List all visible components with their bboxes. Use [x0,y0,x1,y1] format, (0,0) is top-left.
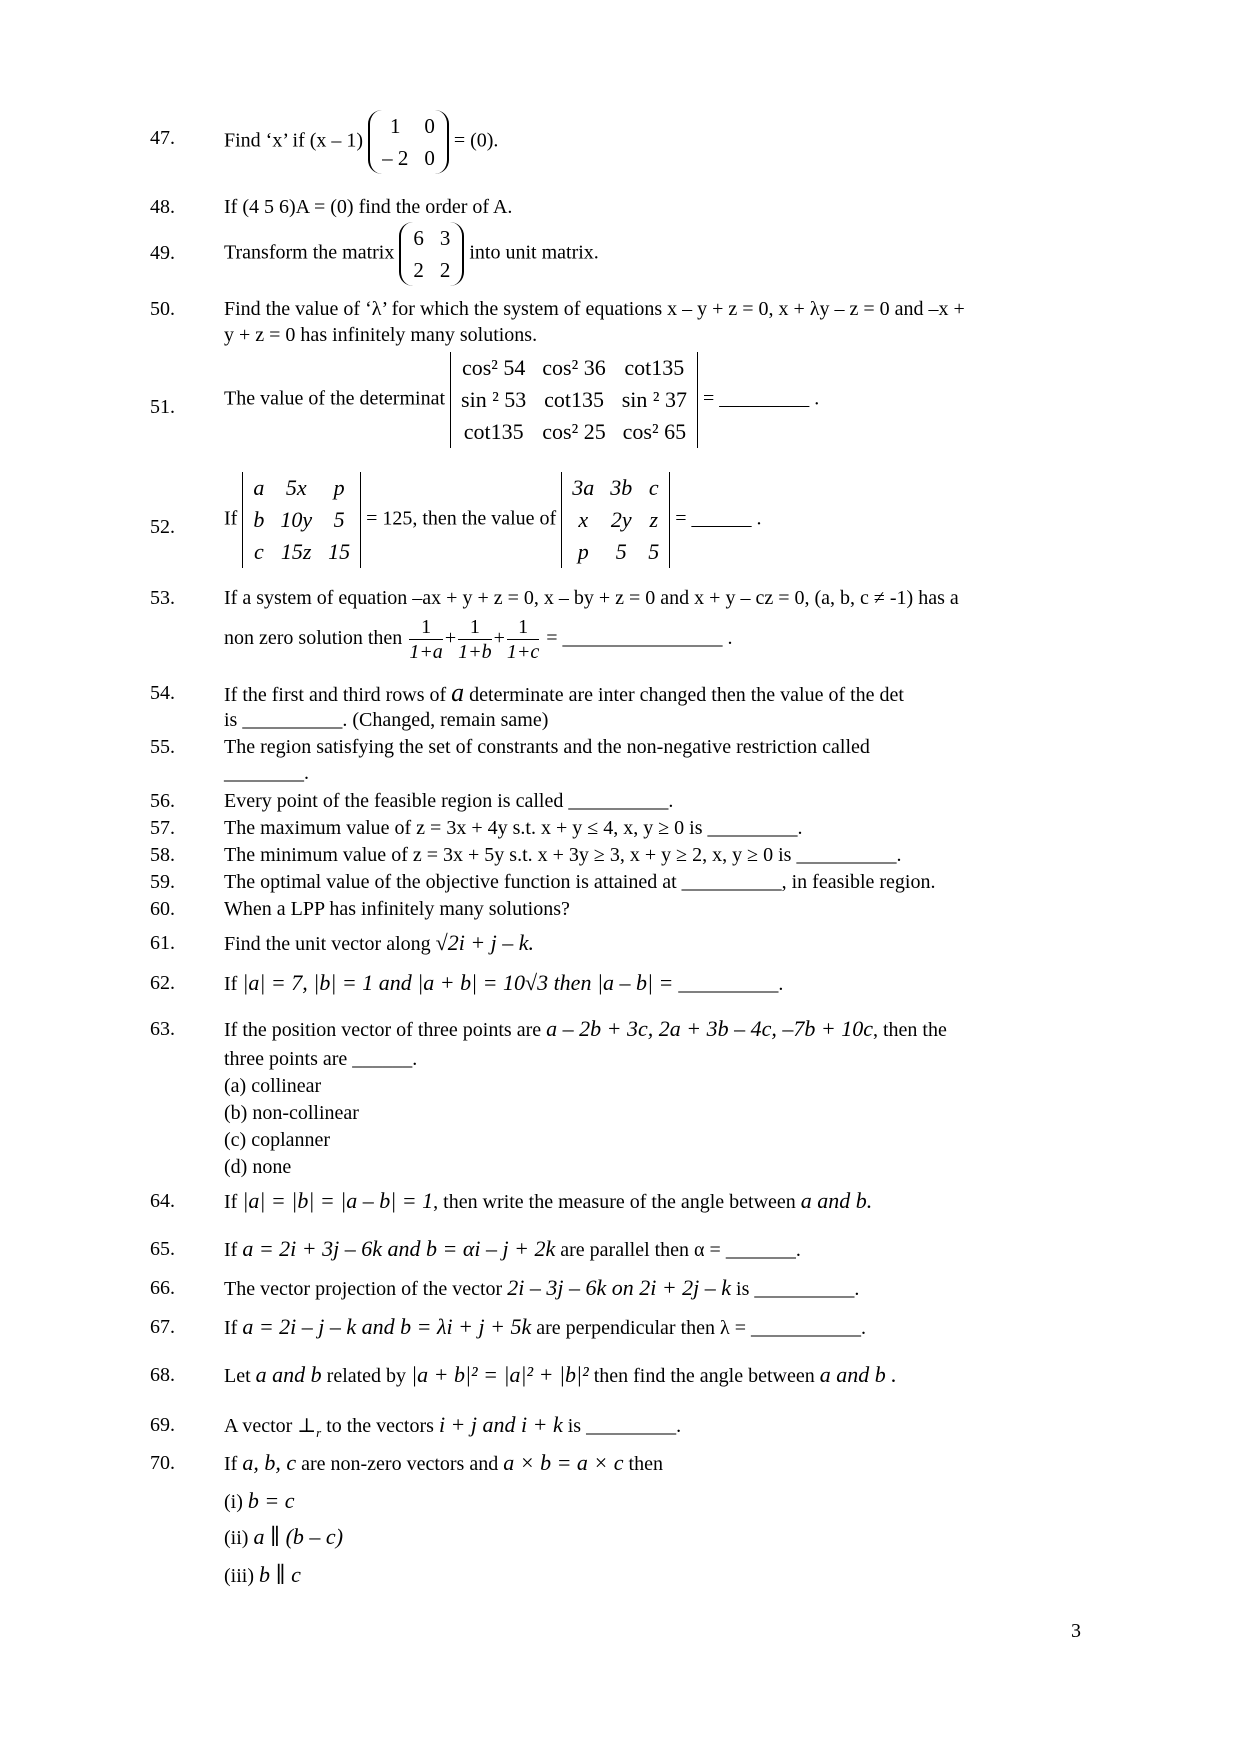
option-label: (i) [224,1491,243,1513]
vector-expression: |a| = |b| = |a – b| = 1 [242,1188,434,1213]
question-number: 47. [150,127,175,149]
det-cell: z [649,507,658,532]
question-number: 62. [150,972,175,994]
question-text: A vector [224,1415,293,1437]
question-text: The optimal value of the objective function is attained at __________, in feasible region. [224,871,936,893]
question-number: 59. [150,871,175,893]
fraction [409,615,443,664]
question-text-mid: = 125, then the value of [366,507,557,530]
question-text: Find ‘x’ if (x – 1) [224,129,364,152]
question-67 [0,1314,1241,1354]
det-cell: 2y [610,507,632,532]
denominator: 1+a [409,641,443,663]
question-number: 63. [150,1018,175,1040]
question-text: If the first and third rows of [224,684,447,706]
question-number: 51. [150,396,175,418]
question-number: 60. [150,898,175,920]
det-cell: a [253,475,265,500]
question-text: If [224,973,238,995]
question-text: The vector projection of the vector [224,1278,503,1300]
question-text: Let [224,1365,251,1387]
matrix-cell: 3 [439,226,451,250]
question-text-end: = (0). [453,129,499,152]
perpendicular-symbol: ⊥ [297,1415,317,1437]
question-text: If [224,1239,238,1261]
question-number: 65. [150,1238,175,1260]
det-cell: cos² 25 [542,419,606,444]
det-cell: 10y [280,507,313,532]
question-number: 64. [150,1190,175,1212]
question-text-line2: three points are ______. [224,1048,418,1070]
perp-subscript: r [316,1425,322,1440]
question-number: 54. [150,682,175,704]
det-cell: sin ² 37 [621,387,687,412]
question-number: 58. [150,844,175,866]
question-65 [0,1236,1241,1276]
question-text-end: = _________ . [703,387,820,410]
matrix-cell: 0 [424,146,435,170]
option-math: b = c [247,1488,295,1513]
question-text: If [224,1453,238,1475]
vector-tail: a and b. [800,1188,873,1213]
question-text-end: = ______ . [675,507,762,530]
question-64 [0,1188,1241,1228]
determinant-2 [561,472,670,568]
det-cell: cot135 [463,419,524,444]
fraction [507,615,539,664]
question-number: 67. [150,1316,175,1338]
det-cell: x [578,507,589,532]
question-number: 49. [150,242,175,264]
det-cell: 5 [333,507,345,532]
numerator: 1 [458,615,492,640]
question-number: 56. [150,790,175,812]
option-label: (iii) [224,1565,254,1587]
option-b: (b) non-collinear [224,1102,359,1124]
question-text-line1: If a system of equation –ax + y + z = 0, x – by + z = 0 and x + y – cz = 0, (a, b, c ≠ -1) has a [224,587,959,609]
question-text-end: __________. [678,973,784,995]
question-number: 55. [150,736,175,758]
question-number: 52. [150,516,175,538]
matrix-cell: 0 [424,114,435,138]
question-text: Transform the matrix [224,241,395,264]
question-52 [0,472,1241,582]
question-text: Find the unit vector along [224,933,431,955]
question-text: The minimum value of z = 3x + 5y s.t. x + 3y ≥ 3, x + y ≥ 2, x, y ≥ 0 is __________. [224,844,902,866]
determinant [450,352,698,448]
question-number: 50. [150,298,175,320]
matrix-cell: – 2 [382,146,409,170]
question-text-line2: is __________. (Changed, remain same) [224,709,549,731]
vector-expression: √2i + j – k. [435,930,535,955]
option-math: b ∥ c [259,1562,301,1587]
question-number: 48. [150,196,175,218]
det-cell: sin ² 53 [461,387,527,412]
vector-tail: a and b . [819,1362,897,1387]
vector-expression: |a| = 7, |b| = 1 and |a + b| = 10√3 then |a – b| = [242,970,674,995]
numerator: 1 [409,615,443,640]
det-cell: p [333,475,345,500]
vector-expression: a – 2b + 3c, 2a + 3b – 4c, –7b + 10c [546,1016,873,1041]
question-text-mid: are non-zero vectors and [301,1453,499,1475]
matrix-cell: 2 [413,258,424,282]
question-text-cont: determinate are inter changed then the value of the det [469,684,904,706]
question-63 [0,1016,1241,1186]
var-a: a [451,678,465,707]
option-math: a ∥ (b – c) [253,1524,344,1549]
vector-expression: |a + b|² = |a|² + |b|² [411,1362,589,1387]
question-text-end: then find the angle between [593,1365,815,1387]
question-text: If [224,1317,238,1339]
denominator: 1+b [458,641,492,663]
matrix-cell: 6 [413,226,424,250]
det-cell: 5 [615,539,627,564]
question-62 [0,970,1241,1010]
question-number: 66. [150,1277,175,1299]
question-47 [0,108,1241,168]
page-number: 3 [1071,1620,1081,1642]
question-text-mid: related by [326,1365,407,1387]
question-number: 70. [150,1452,175,1474]
vector-expression: 2i – 3j – 6k on 2i + 2j – k [507,1275,732,1300]
question-61 [0,930,1241,970]
question-text-end: into unit matrix. [469,241,599,264]
option-i [224,1488,295,1515]
det-cell: 5x [285,475,307,500]
det-cell: c [648,475,659,500]
question-66 [0,1275,1241,1315]
question-49 [0,220,1241,284]
det-cell: cos² 54 [461,355,526,380]
det-cell: cos² 36 [542,355,606,380]
question-text: When a LPP has infinitely many solutions? [224,898,570,920]
det-cell: cot135 [544,387,604,412]
question-text-end: , then the [872,1019,947,1041]
det-cell: 5 [648,539,660,564]
question-text: If (4 5 6)A = (0) find the order of A. [224,196,513,218]
vector-list: a, b, c [242,1450,297,1475]
question-text-end: , then write the measure of the angle between [433,1191,796,1213]
question-50 [0,296,1241,352]
det-cell: 3a [572,475,595,500]
question-text-line1: Find the value of ‘λ’ for which the system of equations x – y + z = 0, x + λy – z = 0 and –x + [224,298,965,320]
det-cell: 15 [328,539,351,564]
det-cell: p [577,539,589,564]
determinant-1 [242,472,361,568]
question-text-line1: The region satisfying the set of constrants and the non-negative restriction called [224,736,870,758]
question-text: Every point of the feasible region is called __________. [224,790,674,812]
question-text-line2: ________. [224,762,309,784]
question-number: 57. [150,817,175,839]
matrix [399,222,464,286]
question-text: non zero solution then [224,627,403,650]
question-text-end: then [628,1453,663,1475]
option-iii [224,1562,301,1589]
vector-expression: a × b = a × c [503,1450,624,1475]
vector-pair: a and b [255,1362,322,1387]
vector-expression: a = 2i – j – k and b = λi + j + 5k [242,1314,532,1339]
det-cell: 3b [610,475,633,500]
option-label: (ii) [224,1527,249,1549]
question-number: 69. [150,1414,175,1436]
det-cell: b [253,507,265,532]
question-number: 53. [150,587,175,609]
numerator: 1 [507,615,539,640]
det-cell: cot135 [624,355,685,380]
question-text: If [224,507,238,530]
matrix-cell: 1 [389,114,401,138]
question-text-end: is _________. [567,1415,682,1437]
question-text: If [224,1191,238,1213]
question-text-end: are parallel then α = _______. [560,1239,801,1261]
question-51 [0,352,1241,462]
question-70 [0,1450,1241,1600]
matrix-cell: 2 [439,258,451,282]
question-text: If the position vector of three points are [224,1019,542,1041]
det-cell: cos² 65 [622,419,687,444]
denominator: 1+c [506,641,540,663]
question-text: The maximum value of z = 3x + 4y s.t. x + y ≤ 4, x, y ≥ 0 is _________. [224,817,803,839]
question-text-end: are perpendicular then λ = ___________. [536,1317,866,1339]
question-number: 68. [150,1364,175,1386]
option-d: (d) none [224,1156,292,1178]
vector-expression: i + j and i + k [438,1412,563,1437]
det-cell: c [253,539,264,564]
question-text-end: is __________. [736,1278,860,1300]
question-number: 61. [150,932,175,954]
question-68 [0,1362,1241,1402]
question-text-end: = ________________ . [546,627,733,650]
question-55 [0,734,1241,788]
question-54 [0,680,1241,734]
question-text-mid: to the vectors [326,1415,434,1437]
option-a: (a) collinear [224,1075,322,1097]
option-c: (c) coplanner [224,1129,331,1151]
matrix [368,110,449,174]
vector-expression: a = 2i + 3j – 6k and b = αi – j + 2k [242,1236,556,1261]
question-text-line2: y + z = 0 has infinitely many solutions. [224,324,538,346]
question-53: 53. If a system of equation –ax + y + z = 0, x – by + z = 0 and x + y – cz = 0, (a, b, c ≠ -1) has a non zero solution then $\frac{1}{1+a}$ + $\frac{1}{1+b}$ + $\frac{1}{1+c}$ = ________________ . [150,587,959,663]
fraction [458,615,492,664]
question-text: The value of the determinat [224,387,446,410]
det-cell: 15z [280,539,312,564]
option-ii [224,1524,343,1551]
question-69 [0,1412,1241,1452]
